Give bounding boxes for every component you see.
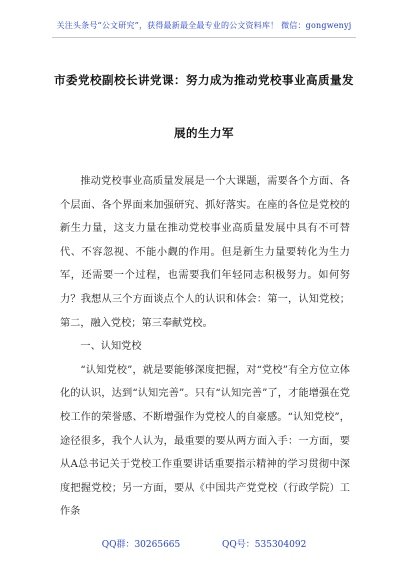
section-heading: 一、认知党校: [80, 341, 142, 353]
qq-number-text: QQ号：535304092: [222, 540, 307, 550]
promo-header: 关注头条号“公文研究”，获得最新最全最专业的公文资料库！ 微信：gongwenyj: [56, 21, 352, 30]
header-divider: [52, 37, 356, 38]
body-paragraph: “认知党校”，就是要能够深度把握，对“党校”有全方位立体化的认识，达到“认知完善”。只有“认知完善”了，才能增强在党校工作的荣誉感、不断增强作为党校人的自豪感。“认知党校”，途径很多，我个人认为，最重要的要从两方面入手：一方面，要从A总书记关于党校工作重要讲话重要指示精神的学习贯彻中深度把握党校；另一方面，要从《中国共产党党校（行政学院）工作条: [60, 364, 350, 518]
document-title-line1: 市委党校副校长讲党课：努力成为推动党校事业高质量发: [54, 73, 354, 87]
document-body: [60, 170, 350, 524]
intro-paragraph: 推动党校事业高质量发展是一个大课题，需要各个方面、各个层面、各个界面来加强研究、抓好落实。在座的各位是党校的新生力量，这支力量在推动党校事业高质量发展中具有不可替代、不容忽视、不能小觑的作用。但是新生力量要转化为生力军，还需要一个过程，也需要我们年轻同志积极努力。如何努力？我想从三个方面谈点个人的认识和体会：第一，认知党校；第二，融入党校；第三奉献党校。: [60, 176, 350, 329]
qq-group-text: QQ群：30265665: [101, 540, 181, 550]
document-title-line2: 展的生力军: [174, 126, 234, 140]
contact-footer: [0, 537, 408, 550]
